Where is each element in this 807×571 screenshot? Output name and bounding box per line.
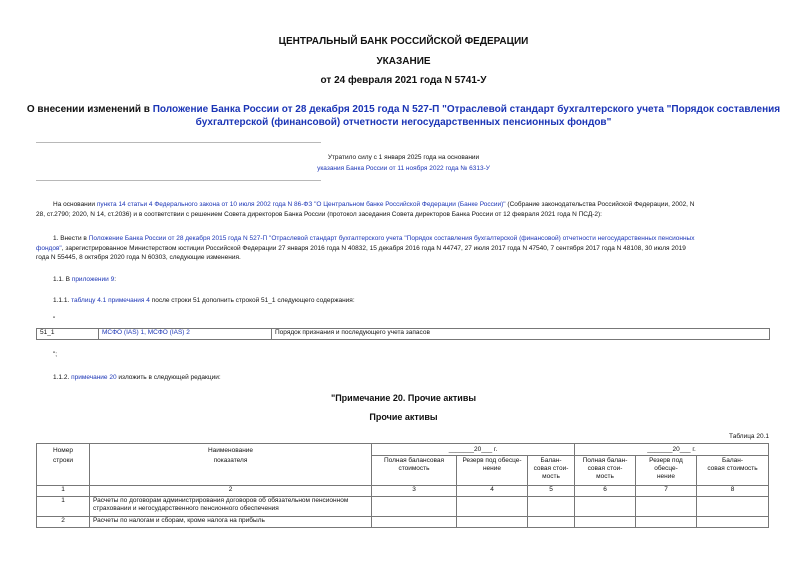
cell bbox=[372, 517, 457, 528]
col-reserve-1: Резерв под обесце- нение bbox=[457, 456, 528, 486]
cell bbox=[372, 497, 457, 517]
col-balance-1: Балан- совая стои- мость bbox=[528, 456, 575, 486]
para2-start: 1. Внести в bbox=[53, 235, 89, 242]
col-index: 1 bbox=[37, 486, 90, 497]
quote-open: " bbox=[53, 316, 56, 323]
col-balance-2: Балан- совая стоимость bbox=[697, 456, 769, 486]
doc-title bbox=[0, 103, 807, 129]
divider-bottom bbox=[36, 180, 321, 181]
col-index: 6 bbox=[575, 486, 636, 497]
item11-end: : bbox=[114, 276, 117, 283]
item11-start: 1.1. В bbox=[53, 276, 72, 283]
item111-start: 1.1.1. bbox=[53, 297, 72, 304]
cell bbox=[575, 497, 636, 517]
col-num-header: Номер строки bbox=[37, 444, 90, 486]
para1-line2: 28, ст.2790; 2020, N 14, ст.2036) и в соответствии с решением Совета директоров Банка России (протокол заседания Совета директоров Банка России от 12 февраля 2021 года N ПСД-2): bbox=[36, 210, 602, 218]
para2-end: , зарегистрированное Министерством юстиции Российской Федерации 27 января 2016 года N 40832, 15 декабря 2016 года N 44747, 27 июля 2017 года N 47540, 7 сентября 2017 года N 48108, 30 июля 2019 bbox=[61, 244, 686, 252]
title-link-cont[interactable]: бухгалтерской (финансовой) отчетности негосударственных пенсионных фондов" bbox=[195, 117, 612, 128]
col-name-header: Наименование показателя bbox=[90, 444, 372, 486]
col-index: 4 bbox=[457, 486, 528, 497]
item112-end: изложить в следующей редакции: bbox=[116, 374, 221, 381]
cell bbox=[636, 517, 697, 528]
repeal-text: Утратило силу с 1 января 2025 года на основании bbox=[327, 154, 480, 161]
cell bbox=[575, 517, 636, 528]
paragraph-basis bbox=[36, 200, 776, 219]
col-index: 3 bbox=[372, 486, 457, 497]
cell bbox=[697, 497, 769, 517]
para2-link-cont[interactable]: фондов" bbox=[36, 244, 62, 252]
para1-start: На основании bbox=[53, 201, 97, 208]
quote-close: "; bbox=[53, 351, 58, 358]
period-1-header: _______20___ г. bbox=[372, 444, 575, 456]
paragraph-amend bbox=[36, 234, 776, 263]
cell bbox=[697, 517, 769, 528]
col-gross-1: Полная балансовая стоимость bbox=[372, 456, 457, 486]
table-title: Прочие активы bbox=[369, 412, 438, 422]
note-title: "Примечание 20. Прочие активы bbox=[330, 393, 477, 403]
period-2-header: _______20___ г. bbox=[575, 444, 769, 456]
table-label: Таблица 20.1 bbox=[729, 433, 769, 440]
row-51-1-table bbox=[36, 328, 770, 340]
repeal-notice bbox=[0, 152, 807, 174]
table-header-row bbox=[37, 444, 769, 456]
col-gross-2: Полная балан- совая стои- мость bbox=[575, 456, 636, 486]
table-20-1 bbox=[36, 443, 769, 528]
col-index: 8 bbox=[697, 486, 769, 497]
para2-link[interactable]: Положение Банка России от 28 декабря 2015 года N 527-П "Отраслевой стандарт бухгалтерского учета "Порядок составления бухгалтерской (финансовой) отчетности негосударственных пенсионных bbox=[88, 235, 695, 242]
col-index: 5 bbox=[528, 486, 575, 497]
item-1-1 bbox=[53, 275, 116, 285]
cell bbox=[457, 517, 528, 528]
item-1-1-1 bbox=[53, 296, 355, 306]
row51-standards[interactable]: МСФО (IAS) 1, МСФО (IAS) 2 bbox=[99, 329, 272, 340]
para2-line3: года N 55445, 8 октября 2020 года N 60303, следующие изменения. bbox=[36, 254, 241, 261]
col-index: 7 bbox=[636, 486, 697, 497]
doc-date: от 24 февраля 2021 года N 5741-У bbox=[320, 75, 487, 86]
row51-code: 51_1 bbox=[37, 329, 99, 340]
row-label: Расчеты по договорам администрирования договоров об обязательном пенсионном страховании и негосударственного пенсионного обеспечения bbox=[90, 497, 372, 517]
table-row bbox=[37, 486, 769, 497]
para1-law-link[interactable]: пункта 14 статьи 4 Федерального закона от 10 июля 2002 года N 86-ФЗ "О Центральном банке Российской Федерации (Банке России)" bbox=[96, 201, 506, 208]
cell bbox=[457, 497, 528, 517]
cell bbox=[528, 497, 575, 517]
item-1-1-2 bbox=[53, 373, 221, 383]
row-label: Расчеты по налогам и сборам, кроме налога на прибыль bbox=[90, 517, 372, 528]
repeal-link[interactable]: указания Банка России от 11 ноября 2022 года № 6313-У bbox=[317, 165, 490, 172]
table-row bbox=[37, 517, 769, 528]
item112-start: 1.1.2. bbox=[53, 374, 72, 381]
title-prefix: О внесении изменений в bbox=[26, 104, 153, 115]
row-num: 2 bbox=[37, 517, 90, 528]
col-index: 2 bbox=[90, 486, 372, 497]
divider-top bbox=[36, 142, 321, 143]
item111-end: после строки 51 дополнить строкой 51_1 следующего содержания: bbox=[149, 297, 355, 304]
row51-text: Порядок признания и последующего учета запасов bbox=[272, 329, 770, 340]
item111-link[interactable]: таблицу 4.1 примечания 4 bbox=[71, 297, 150, 304]
item11-link[interactable]: приложении 9 bbox=[71, 276, 115, 283]
col-reserve-2: Резерв под обесце- нение bbox=[636, 456, 697, 486]
title-link[interactable]: Положение Банка России от 28 декабря 2015 года N 527-П "Отраслевой стандарт бухгалтерского учета "Порядок составления bbox=[152, 104, 781, 115]
cell bbox=[636, 497, 697, 517]
row-num: 1 bbox=[37, 497, 90, 517]
cell bbox=[528, 517, 575, 528]
doc-type: УКАЗАНИЕ bbox=[376, 56, 431, 67]
table-row bbox=[37, 329, 770, 340]
org-name: ЦЕНТРАЛЬНЫЙ БАНК РОССИЙСКОЙ ФЕДЕРАЦИИ bbox=[278, 36, 529, 47]
table-row bbox=[37, 497, 769, 517]
item112-link[interactable]: примечание 20 bbox=[71, 374, 117, 381]
para1-end: (Собрание законодательства Российской Федерации, 2002, N bbox=[505, 201, 695, 208]
